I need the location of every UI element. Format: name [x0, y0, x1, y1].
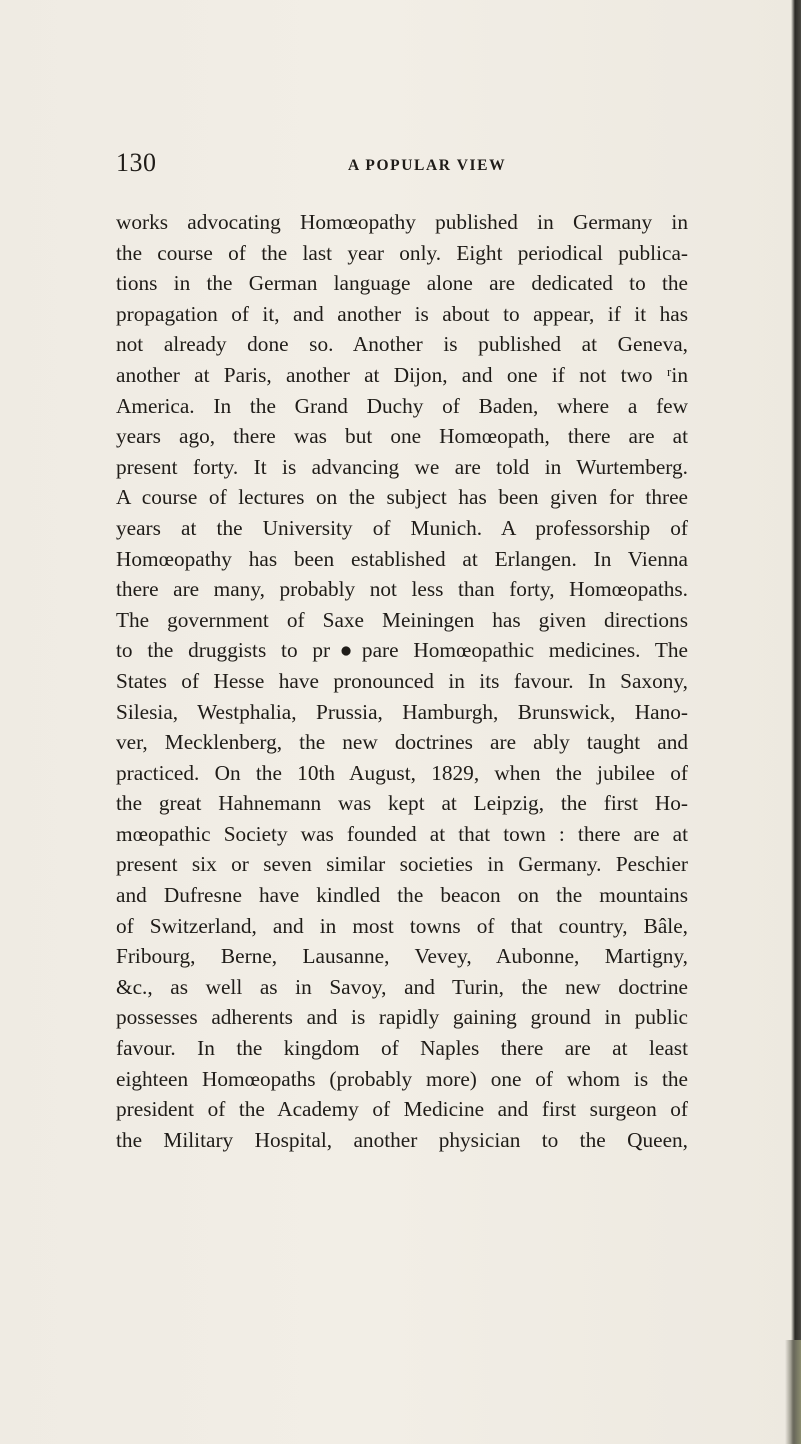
page-edge-shadow-bottom — [785, 1340, 801, 1444]
text-line: eighteen Homœopaths (probably more) one of whom is the — [116, 1066, 688, 1091]
page-number: 130 — [116, 148, 157, 177]
text-line: America. In the Grand Duchy of Baden, where a few — [116, 393, 688, 418]
text-line: the course of the last year only. Eight periodical publica- — [116, 240, 688, 265]
text-line: of Switzerland, and in most towns of that country, Bâle, — [116, 913, 688, 938]
text-line: and Dufresne have kindled the beacon on the mountains — [116, 883, 688, 908]
text-line: The government of Saxe Meiningen has given directions — [116, 607, 688, 632]
text-line: mœopathic Society was founded at that town : there are at — [116, 821, 688, 846]
text-line: present forty. It is advancing we are told in Wurtemberg. — [116, 454, 688, 479]
text-line: States of Hesse have pronounced in its favour. In Saxony, — [116, 668, 688, 693]
text-line: Homœopathy has been established at Erlangen. In Vienna — [116, 546, 688, 571]
text-line: years ago, there was but one Homœopath, there are at — [116, 424, 688, 449]
text-line: present six or seven similar societies in Germany. Peschier — [116, 852, 688, 877]
page-header — [116, 148, 716, 188]
text-line: the great Hahnemann was kept at Leipzig, the first Ho- — [116, 791, 688, 816]
text-line: possesses adherents and is rapidly gaining ground in public — [116, 1005, 688, 1030]
text-line: propagation of it, and another is about to appear, if it has — [116, 301, 688, 326]
text-line: practiced. On the 10th August, 1829, when the jubilee of — [116, 760, 688, 785]
text-line: years at the University of Munich. A professorship of — [116, 515, 688, 540]
text-line: A course of lectures on the subject has been given for three — [116, 485, 688, 510]
text-line: the Military Hospital, another physician to the Queen, — [116, 1127, 688, 1152]
text-line: ver, Mecklenberg, the new doctrines are ably taught and — [116, 730, 688, 755]
text-line: works advocating Homœopathy published in Germany in — [116, 210, 688, 234]
text-line: another at Paris, another at Dijon, and one if not two ʳin — [116, 362, 688, 387]
text-line: there are many, probably not less than forty, Homœopaths. — [116, 577, 688, 602]
text-line: &c., as well as in Savoy, and Turin, the new doctrine — [116, 974, 688, 999]
text-line: tions in the German language alone are dedicated to the — [116, 271, 688, 296]
text-line: president of the Academy of Medicine and first surgeon of — [116, 1097, 688, 1122]
text-line: not already done so. Another is published at Geneva, — [116, 332, 688, 357]
text-line: to the druggists to pr●pare Homœopathic medicines. The — [116, 638, 688, 663]
body-text — [116, 207, 688, 1155]
text-line: Silesia, Westphalia, Prussia, Hamburgh, Brunswick, Hano- — [116, 699, 688, 724]
text-line: favour. In the kingdom of Naples there are at least — [116, 1036, 688, 1061]
page-edge-shadow — [791, 0, 801, 1444]
running-head: A POPULAR VIEW — [348, 157, 507, 174]
text-line: Fribourg, Berne, Lausanne, Vevey, Aubonne, Martigny, — [116, 944, 688, 969]
